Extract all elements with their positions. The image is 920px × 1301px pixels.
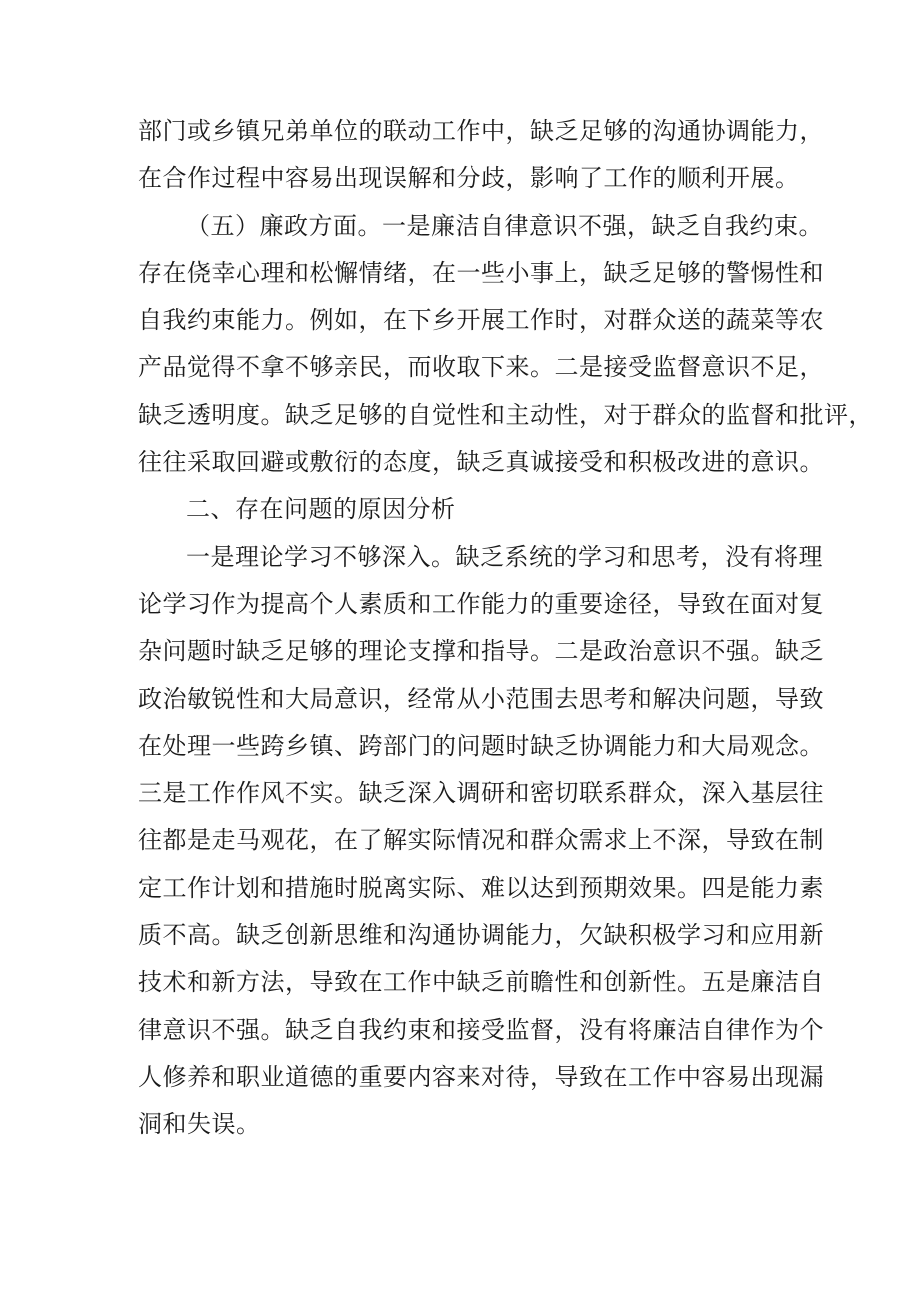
analysis-line: 技术和新方法，导致在工作中缺乏前瞻性和创新性。五是廉洁自 [138,968,824,997]
analysis-line: 律意识不强。缺乏自我约束和接受监督，没有将廉洁自律作为个 [138,1015,824,1044]
paragraph-line: 在合作过程中容易出现误解和分歧，影响了工作的顺利开展。 [138,164,800,193]
analysis-line: 往都是走马观花，在了解实际情况和群众需求上不深，导致在制 [138,826,824,855]
analysis-line: 一是理论学习不够深入。缺乏系统的学习和思考，没有将理 [186,542,823,571]
analysis-line: 人修养和职业道德的重要内容来对待，导致在工作中容易出现漏 [138,1062,824,1091]
analysis-line: 在处理一些跨乡镇、跨部门的问题时缺乏协调能力和大局观念。 [138,731,824,760]
section-5-line: 缺乏透明度。缺乏足够的自觉性和主动性，对于群众的监督和批评， [138,400,873,429]
section-5-line: 存在侥幸心理和松懈情绪，在一些小事上，缺乏足够的警惕性和 [138,258,824,287]
section-5-line: 自我约束能力。例如，在下乡开展工作时，对群众送的蔬菜等农 [138,306,824,335]
document-body [138,108,873,1149]
section-5-line: （五）廉政方面。一是廉洁自律意识不强，缺乏自我约束。 [186,211,823,240]
section-heading: 二、存在问题的原因分析 [186,495,456,524]
paragraph-line: 部门或乡镇兄弟单位的联动工作中，缺乏足够的沟通协调能力， [138,117,824,145]
analysis-line: 论学习作为提高个人素质和工作能力的重要途径，导致在面对复 [138,589,824,618]
analysis-line: 杂问题时缺乏足够的理论支撑和指导。二是政治意识不强。缺乏 [138,637,824,666]
analysis-line: 三是工作作风不实。缺乏深入调研和密切联系群众，深入基层往 [138,779,824,808]
analysis-line: 政治敏锐性和大局意识，经常从小范围去思考和解决问题，导致 [138,684,824,713]
analysis-line: 洞和失误。 [138,1110,261,1139]
analysis-line: 定工作计划和措施时脱离实际、难以达到预期效果。四是能力素 [138,873,824,902]
analysis-line: 质不高。缺乏创新思维和沟通协调能力，欠缺积极学习和应用新 [138,921,824,950]
section-5-line: 产品觉得不拿不够亲民，而收取下来。二是接受监督意识不足， [138,353,824,382]
section-5-line: 往往采取回避或敷衍的态度，缺乏真诚接受和积极改进的意识。 [138,448,824,477]
